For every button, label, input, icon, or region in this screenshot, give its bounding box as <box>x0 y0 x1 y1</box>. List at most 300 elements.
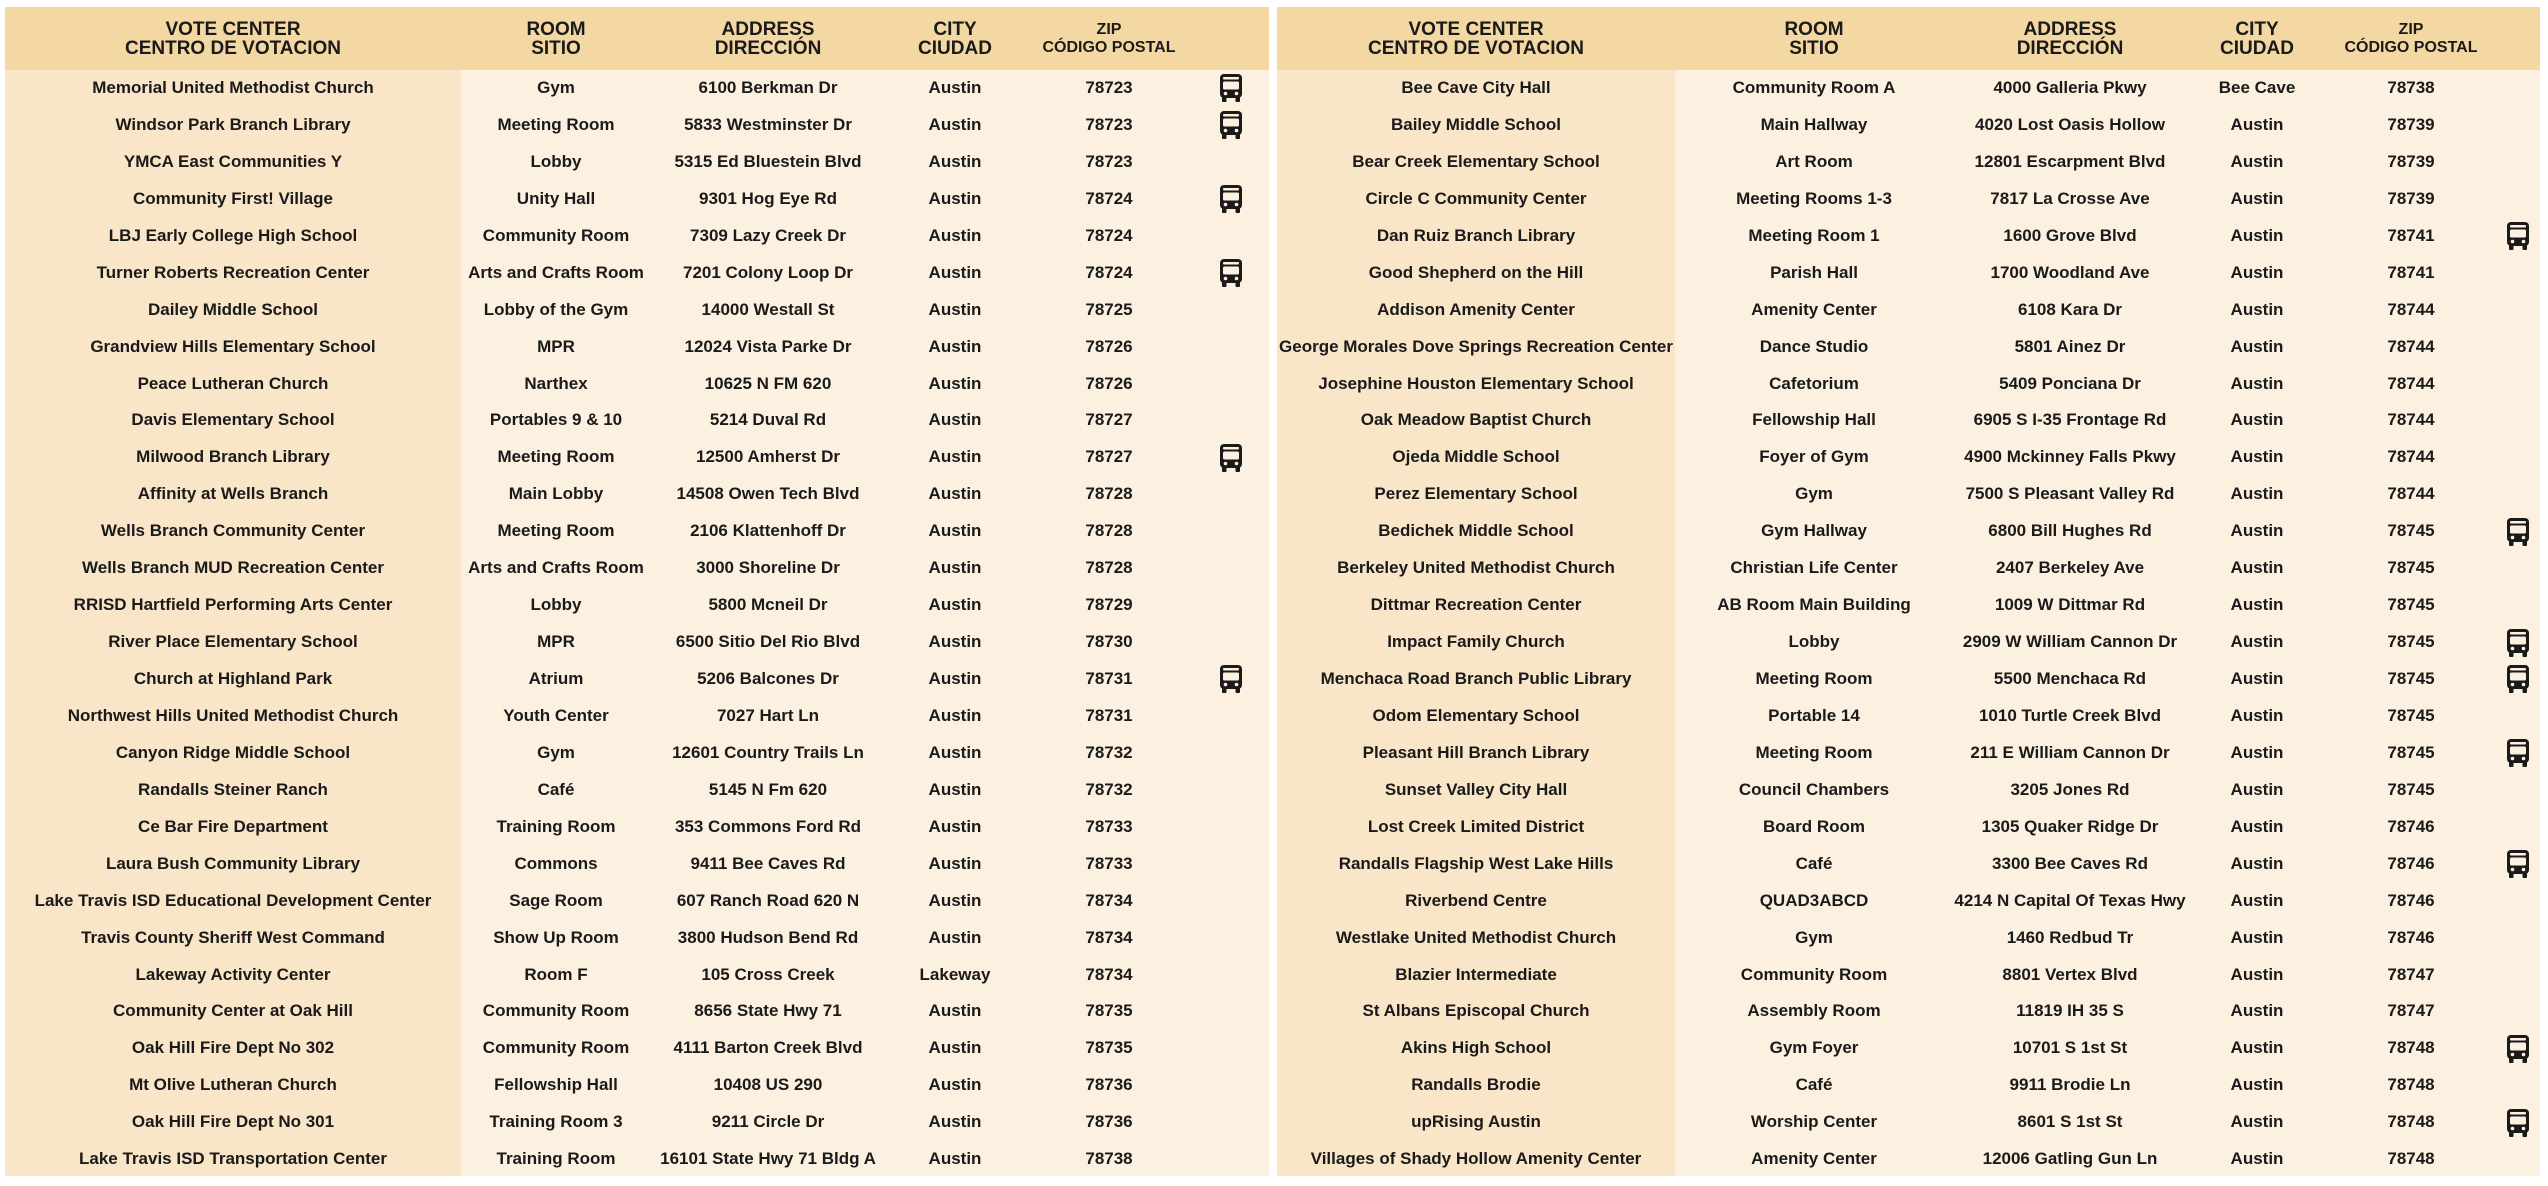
table-row <box>1277 402 2540 439</box>
zip-code: 78745 <box>2387 669 2435 688</box>
table-row <box>1277 809 2540 846</box>
bus-access-cell <box>2495 255 2540 292</box>
address: 12024 Vista Parke Dr <box>684 336 852 356</box>
address: 10701 S 1st St <box>2012 1038 2128 1058</box>
table-row <box>1277 476 2540 513</box>
bus-access-cell <box>1193 107 1269 144</box>
zip-code: 78745 <box>2387 705 2435 725</box>
table-row <box>5 107 1269 144</box>
zip-code: 78731 <box>1085 669 1133 688</box>
header-address-es: DIRECCIÓN <box>714 37 822 59</box>
city: Austin <box>928 262 982 282</box>
table-row <box>1277 144 2540 181</box>
room-name: Room F <box>524 964 588 984</box>
city: Austin <box>928 484 982 504</box>
address: 1460 Redbud Tr <box>2006 927 2134 947</box>
address: 10408 US 290 <box>713 1075 823 1095</box>
header-room-en: ROOM <box>1784 18 1844 40</box>
room-name: Art Room <box>1775 151 1853 171</box>
address: 1009 W Dittmar Rd <box>1994 595 2146 615</box>
vote-center-name: RRISD Hartfield Performing Arts Center <box>73 595 393 615</box>
room-name: Unity Hall <box>516 188 596 208</box>
table-row <box>1277 624 2540 661</box>
zip-code: 78747 <box>2387 964 2435 984</box>
city: Austin <box>928 225 982 245</box>
zip-code: 78745 <box>2387 779 2435 799</box>
city: Austin <box>928 595 982 615</box>
bus-access-cell <box>2495 735 2540 772</box>
table-row <box>5 550 1269 587</box>
table-row <box>1277 513 2540 550</box>
city: Austin <box>2230 447 2284 467</box>
zip-code: 78744 <box>2387 484 2435 504</box>
zip-code: 78744 <box>2387 447 2435 467</box>
room-name: Cafetorium <box>1769 373 1859 393</box>
room-name: Fellowship Hall <box>494 1075 618 1095</box>
room-name: Gym <box>537 78 575 97</box>
table-row <box>5 1067 1269 1104</box>
vote-center-name: River Place Elementary School <box>108 632 358 652</box>
zip-code: 78744 <box>2387 373 2435 393</box>
vote-center-name: Lake Travis ISD Educational Development Center <box>34 890 432 910</box>
room-name: Meeting Room <box>497 521 615 541</box>
table-row <box>5 1104 1269 1141</box>
zip-code: 78736 <box>1085 1075 1133 1095</box>
city: Austin <box>2230 927 2284 947</box>
vote-center-name: Berkeley United Methodist Church <box>1337 558 1615 578</box>
room-name: Meeting Room <box>1755 742 1873 762</box>
vote-center-name: Davis Elementary School <box>131 410 335 430</box>
address: 2106 Klattenhoff Dr <box>690 521 846 541</box>
city: Austin <box>2230 410 2284 430</box>
table-row <box>5 698 1269 735</box>
table-row <box>5 920 1269 957</box>
header-address-es: DIRECCIÓN <box>2016 37 2124 59</box>
header-vote-center-en: VOTE CENTER <box>165 18 301 40</box>
room-name: Arts and Crafts Room <box>468 262 644 282</box>
address: 6108 Kara Dr <box>2018 299 2122 319</box>
table-row <box>1277 661 2540 698</box>
room-name: Assembly Room <box>1747 1001 1881 1021</box>
bus-access-cell <box>2495 1030 2540 1067</box>
address: 3300 Bee Caves Rd <box>1992 853 2148 873</box>
bus-icon <box>1218 73 1244 103</box>
city: Austin <box>2230 595 2284 615</box>
vote-center-name: Bedichek Middle School <box>1378 521 1574 541</box>
address: 12500 Amherst Dr <box>696 447 840 467</box>
table-row <box>1277 181 2540 218</box>
room-name: Community Room A <box>1732 78 1896 97</box>
table-row <box>5 144 1269 181</box>
zip-code: 78732 <box>1085 779 1133 799</box>
table-row <box>1277 993 2540 1030</box>
city: Austin <box>2230 669 2284 688</box>
vote-center-name: Turner Roberts Recreation Center <box>96 262 370 282</box>
room-name: Lobby of the Gym <box>483 299 629 319</box>
room-name: Café <box>1795 853 1833 873</box>
header-vote-center-es: CENTRO DE VOTACION <box>124 37 342 59</box>
header-zip-en: ZIP <box>1096 20 1122 38</box>
address: 353 Commons Ford Rd <box>674 816 862 836</box>
city: Austin <box>928 447 982 467</box>
header-zip <box>1025 7 1193 70</box>
city: Austin <box>2230 890 2284 910</box>
room-name: Gym Hallway <box>1761 521 1867 541</box>
table-row <box>5 402 1269 439</box>
zip-code: 78723 <box>1085 78 1133 97</box>
table-row <box>5 439 1269 476</box>
header-city-es: CIUDAD <box>2220 37 2294 59</box>
bus-icon <box>2505 738 2531 768</box>
table-row <box>1277 70 2540 107</box>
bus-access-cell <box>1193 1030 1269 1067</box>
zip-code: 78736 <box>1085 1112 1133 1132</box>
table-row <box>5 624 1269 661</box>
address: 11819 IH 35 S <box>2016 1001 2124 1021</box>
address: 12601 Country Trails Ln <box>672 742 864 762</box>
bus-icon <box>1218 258 1244 288</box>
city: Austin <box>2230 853 2284 873</box>
city: Austin <box>2230 816 2284 836</box>
bus-access-cell <box>2495 957 2540 994</box>
address: 6905 S I-35 Frontage Rd <box>1973 410 2167 430</box>
room-name: AB Room Main Building <box>1717 595 1911 615</box>
header-vote-center <box>1277 7 1675 70</box>
address: 5409 Ponciana Dr <box>1999 373 2141 393</box>
room-name: MPR <box>537 336 575 356</box>
zip-code: 78732 <box>1085 742 1133 762</box>
zip-code: 78723 <box>1085 114 1133 134</box>
vote-center-name: Community Center at Oak Hill <box>113 1001 353 1021</box>
bus-access-cell <box>1193 809 1269 846</box>
table-row <box>1277 1141 2540 1178</box>
zip-code: 78734 <box>1085 890 1133 910</box>
table-row <box>5 587 1269 624</box>
header-vote-center <box>5 7 461 70</box>
city: Bee Cave <box>2218 78 2296 97</box>
address: 607 Ranch Road 620 N <box>676 890 860 910</box>
bus-access-cell <box>2495 1141 2540 1178</box>
bus-access-cell <box>1193 402 1269 439</box>
table-row <box>1277 329 2540 366</box>
city: Austin <box>2230 558 2284 578</box>
city: Austin <box>928 779 982 799</box>
room-name: Board Room <box>1763 816 1865 836</box>
bus-access-cell <box>2495 70 2540 107</box>
address: 5214 Duval Rd <box>709 410 827 430</box>
table-row <box>1277 550 2540 587</box>
zip-code: 78724 <box>1085 262 1133 282</box>
bus-icon <box>2505 849 2531 879</box>
bus-access-cell <box>2495 624 2540 661</box>
bus-access-cell <box>1193 329 1269 366</box>
table-body <box>5 70 1269 1178</box>
vote-center-name: Wells Branch MUD Recreation Center <box>82 558 384 578</box>
vote-center-name: Bear Creek Elementary School <box>1352 151 1600 171</box>
vote-center-name: Dittmar Recreation Center <box>1370 595 1582 615</box>
bus-access-cell <box>1193 587 1269 624</box>
room-name: Main Hallway <box>1760 114 1868 134</box>
bus-access-cell <box>2495 292 2540 329</box>
address: 12801 Escarpment Blvd <box>1974 151 2166 171</box>
bus-icon <box>2505 221 2531 251</box>
table-row <box>1277 883 2540 920</box>
room-name: Portable 14 <box>1768 705 1860 725</box>
zip-code: 78744 <box>2387 336 2435 356</box>
city: Austin <box>2230 1038 2284 1058</box>
bus-access-cell <box>2495 661 2540 698</box>
address: 5315 Ed Bluestein Blvd <box>674 151 862 171</box>
bus-access-cell <box>1193 993 1269 1030</box>
bus-access-cell <box>2495 439 2540 476</box>
bus-access-cell <box>2495 107 2540 144</box>
address: 1305 Quaker Ridge Dr <box>1981 816 2159 836</box>
room-name: Atrium <box>528 669 584 688</box>
zip-code: 78725 <box>1085 299 1133 319</box>
city: Austin <box>2230 779 2284 799</box>
header-zip-es: CÓDIGO POSTAL <box>2344 38 2478 56</box>
bus-icon <box>2505 517 2531 547</box>
vote-center-name: Good Shepherd on the Hill <box>1368 262 1584 282</box>
bus-access-cell <box>2495 1104 2540 1141</box>
vote-center-name: Bailey Middle School <box>1390 114 1562 134</box>
table-header <box>1277 7 2540 70</box>
zip-code: 78746 <box>2387 927 2435 947</box>
address: 5833 Westminster Dr <box>684 114 852 134</box>
vote-center-name: Northwest Hills United Methodist Church <box>67 705 399 725</box>
vote-center-name: Ce Bar Fire Department <box>138 816 328 836</box>
city: Austin <box>928 78 982 97</box>
room-name: Portables 9 & 10 <box>489 410 623 430</box>
bus-access-cell <box>1193 1104 1269 1141</box>
table-row <box>1277 735 2540 772</box>
room-name: Youth Center <box>503 705 609 725</box>
bus-access-cell <box>2495 181 2540 218</box>
table-body <box>1277 70 2540 1178</box>
zip-code: 78746 <box>2387 816 2435 836</box>
room-name: Amenity Center <box>1751 299 1877 319</box>
bus-access-cell <box>2495 476 2540 513</box>
zip-code: 78745 <box>2387 632 2435 652</box>
address: 3000 Shoreline Dr <box>696 558 840 578</box>
room-name: Worship Center <box>1750 1112 1878 1132</box>
address: 7027 Hart Ln <box>716 705 820 725</box>
city: Austin <box>2230 151 2284 171</box>
bus-access-cell <box>1193 144 1269 181</box>
header-room-es: SITIO <box>1789 37 1839 59</box>
table-row <box>1277 292 2540 329</box>
table-row <box>5 292 1269 329</box>
room-name: Gym Foyer <box>1769 1038 1859 1058</box>
bus-access-cell <box>2495 846 2540 883</box>
vote-center-name: Randalls Brodie <box>1411 1075 1541 1095</box>
vote-center-name: Impact Family Church <box>1387 632 1565 652</box>
bus-access-cell <box>1193 476 1269 513</box>
zip-code: 78724 <box>1085 188 1133 208</box>
header-city-es: CIUDAD <box>918 37 992 59</box>
zip-code: 78745 <box>2387 742 2435 762</box>
room-name: Meeting Room 1 <box>1748 225 1880 245</box>
header-bus-spacer <box>1193 7 1269 70</box>
city: Austin <box>928 558 982 578</box>
bus-access-cell <box>1193 181 1269 218</box>
vote-center-name: Dan Ruiz Branch Library <box>1376 225 1576 245</box>
address: 3205 Jones Rd <box>2010 779 2130 799</box>
address: 7500 S Pleasant Valley Rd <box>1965 484 2175 504</box>
table-row <box>5 1030 1269 1067</box>
city: Austin <box>928 410 982 430</box>
address: 1010 Turtle Creek Blvd <box>1978 705 2162 725</box>
header-vote-center-en: VOTE CENTER <box>1408 18 1544 40</box>
bus-access-cell <box>2495 587 2540 624</box>
room-name: Show Up Room <box>493 927 619 947</box>
bus-icon <box>1218 184 1244 214</box>
city: Austin <box>928 853 982 873</box>
table-row <box>1277 1104 2540 1141</box>
zip-code: 78747 <box>2387 1001 2435 1021</box>
address: 12006 Gatling Gun Ln <box>1982 1149 2158 1169</box>
room-name: Community Room <box>482 225 630 245</box>
bus-access-cell <box>2495 809 2540 846</box>
vote-center-name: Laura Bush Community Library <box>105 853 361 873</box>
bus-access-cell <box>1193 772 1269 809</box>
bus-access-cell <box>1193 255 1269 292</box>
city: Austin <box>928 151 982 171</box>
city: Austin <box>928 890 982 910</box>
address: 1700 Woodland Ave <box>1990 262 2150 282</box>
city: Austin <box>928 1149 982 1169</box>
vote-center-name: Grandview Hills Elementary School <box>90 336 376 356</box>
bus-access-cell <box>1193 661 1269 698</box>
vote-center-name: Community First! Village <box>133 188 333 208</box>
vote-center-name: Milwood Branch Library <box>136 447 330 467</box>
room-name: MPR <box>537 632 575 652</box>
vote-center-name: Josephine Houston Elementary School <box>1318 373 1634 393</box>
vote-center-name: Oak Hill Fire Dept No 302 <box>131 1038 335 1058</box>
bus-icon <box>2505 628 2531 658</box>
bus-access-cell <box>1193 846 1269 883</box>
address: 6500 Sitio Del Rio Blvd <box>675 632 861 652</box>
vote-center-name: YMCA East Communities Y <box>123 151 343 171</box>
header-room <box>1675 7 1953 70</box>
room-name: Gym <box>537 742 575 762</box>
address: 14508 Owen Tech Blvd <box>676 484 860 504</box>
city: Austin <box>2230 188 2284 208</box>
bus-access-cell <box>1193 550 1269 587</box>
table-row <box>5 846 1269 883</box>
room-name: Amenity Center <box>1751 1149 1877 1169</box>
room-name: Lobby <box>530 595 582 615</box>
city: Austin <box>928 299 982 319</box>
address: 6100 Berkman Dr <box>698 78 838 97</box>
table-row <box>1277 1067 2540 1104</box>
address: 5500 Menchaca Rd <box>1993 669 2147 688</box>
address: 3800 Hudson Bend Rd <box>677 927 859 947</box>
vote-center-name: Addison Amenity Center <box>1377 299 1575 319</box>
header-room-es: SITIO <box>531 37 581 59</box>
address: 5206 Balcones Dr <box>697 669 839 688</box>
city: Austin <box>928 1001 982 1021</box>
city: Austin <box>2230 299 2284 319</box>
zip-code: 78745 <box>2387 558 2435 578</box>
table-row <box>5 993 1269 1030</box>
vote-center-table-left <box>5 7 1269 1176</box>
address: 2909 W William Cannon Dr <box>1962 632 2178 652</box>
bus-access-cell <box>1193 624 1269 661</box>
city: Austin <box>928 742 982 762</box>
bus-icon <box>2505 1034 2531 1064</box>
city: Austin <box>2230 336 2284 356</box>
city: Austin <box>2230 114 2284 134</box>
zip-code: 78748 <box>2387 1038 2435 1058</box>
bus-access-cell <box>2495 1067 2540 1104</box>
address: 7201 Colony Loop Dr <box>682 262 854 282</box>
address: 4000 Galleria Pkwy <box>1993 78 2147 97</box>
city: Austin <box>928 669 982 688</box>
header-zip-es: CÓDIGO POSTAL <box>1042 38 1176 56</box>
table-row <box>1277 698 2540 735</box>
city: Austin <box>928 114 982 134</box>
zip-code: 78735 <box>1085 1038 1133 1058</box>
room-name: Community Room <box>1740 964 1888 984</box>
bus-access-cell <box>2495 513 2540 550</box>
address: 7309 Lazy Creek Dr <box>690 225 846 245</box>
bus-access-cell <box>2495 550 2540 587</box>
city: Austin <box>2230 1149 2284 1169</box>
vote-center-name: Akins High School <box>1400 1038 1552 1058</box>
bus-access-cell <box>1193 439 1269 476</box>
address: 14000 Westall St <box>701 299 835 319</box>
address: 9411 Bee Caves Rd <box>690 853 846 873</box>
bus-access-cell <box>2495 402 2540 439</box>
room-name: Arts and Crafts Room <box>468 558 644 578</box>
table-row <box>5 329 1269 366</box>
table-row <box>1277 772 2540 809</box>
zip-code: 78745 <box>2387 521 2435 541</box>
zip-code: 78744 <box>2387 410 2435 430</box>
table-row <box>5 255 1269 292</box>
room-name: Training Room <box>496 1149 616 1169</box>
table-row <box>1277 957 2540 994</box>
table-row <box>5 366 1269 403</box>
table-row <box>5 957 1269 994</box>
vote-center-name: Riverbend Centre <box>1405 890 1547 910</box>
zip-code: 78728 <box>1085 521 1133 541</box>
address: 5801 Ainez Dr <box>2014 336 2126 356</box>
table-row <box>1277 920 2540 957</box>
vote-center-name: Peace Lutheran Church <box>137 373 329 393</box>
vote-center-name: Memorial United Methodist Church <box>92 78 374 97</box>
zip-code: 78746 <box>2387 890 2435 910</box>
city: Austin <box>928 521 982 541</box>
room-name: Dance Studio <box>1759 336 1869 356</box>
vote-center-name: Bee Cave City Hall <box>1401 78 1551 97</box>
table-row <box>1277 587 2540 624</box>
address: 4111 Barton Creek Blvd <box>673 1038 863 1058</box>
room-name: Café <box>1795 1075 1833 1095</box>
vote-center-name: upRising Austin <box>1411 1112 1541 1132</box>
address: 8801 Vertex Blvd <box>2002 964 2138 984</box>
zip-code: 78738 <box>2387 78 2435 97</box>
address: 5800 Mcneil Dr <box>708 595 828 615</box>
vote-center-name: Odom Elementary School <box>1372 705 1580 725</box>
address: 105 Cross Creek <box>701 964 835 984</box>
room-name: Training Room 3 <box>489 1112 623 1132</box>
city: Austin <box>928 632 982 652</box>
room-name: Christian Life Center <box>1730 558 1898 578</box>
room-name: Commons <box>514 853 598 873</box>
bus-access-cell <box>2495 218 2540 255</box>
